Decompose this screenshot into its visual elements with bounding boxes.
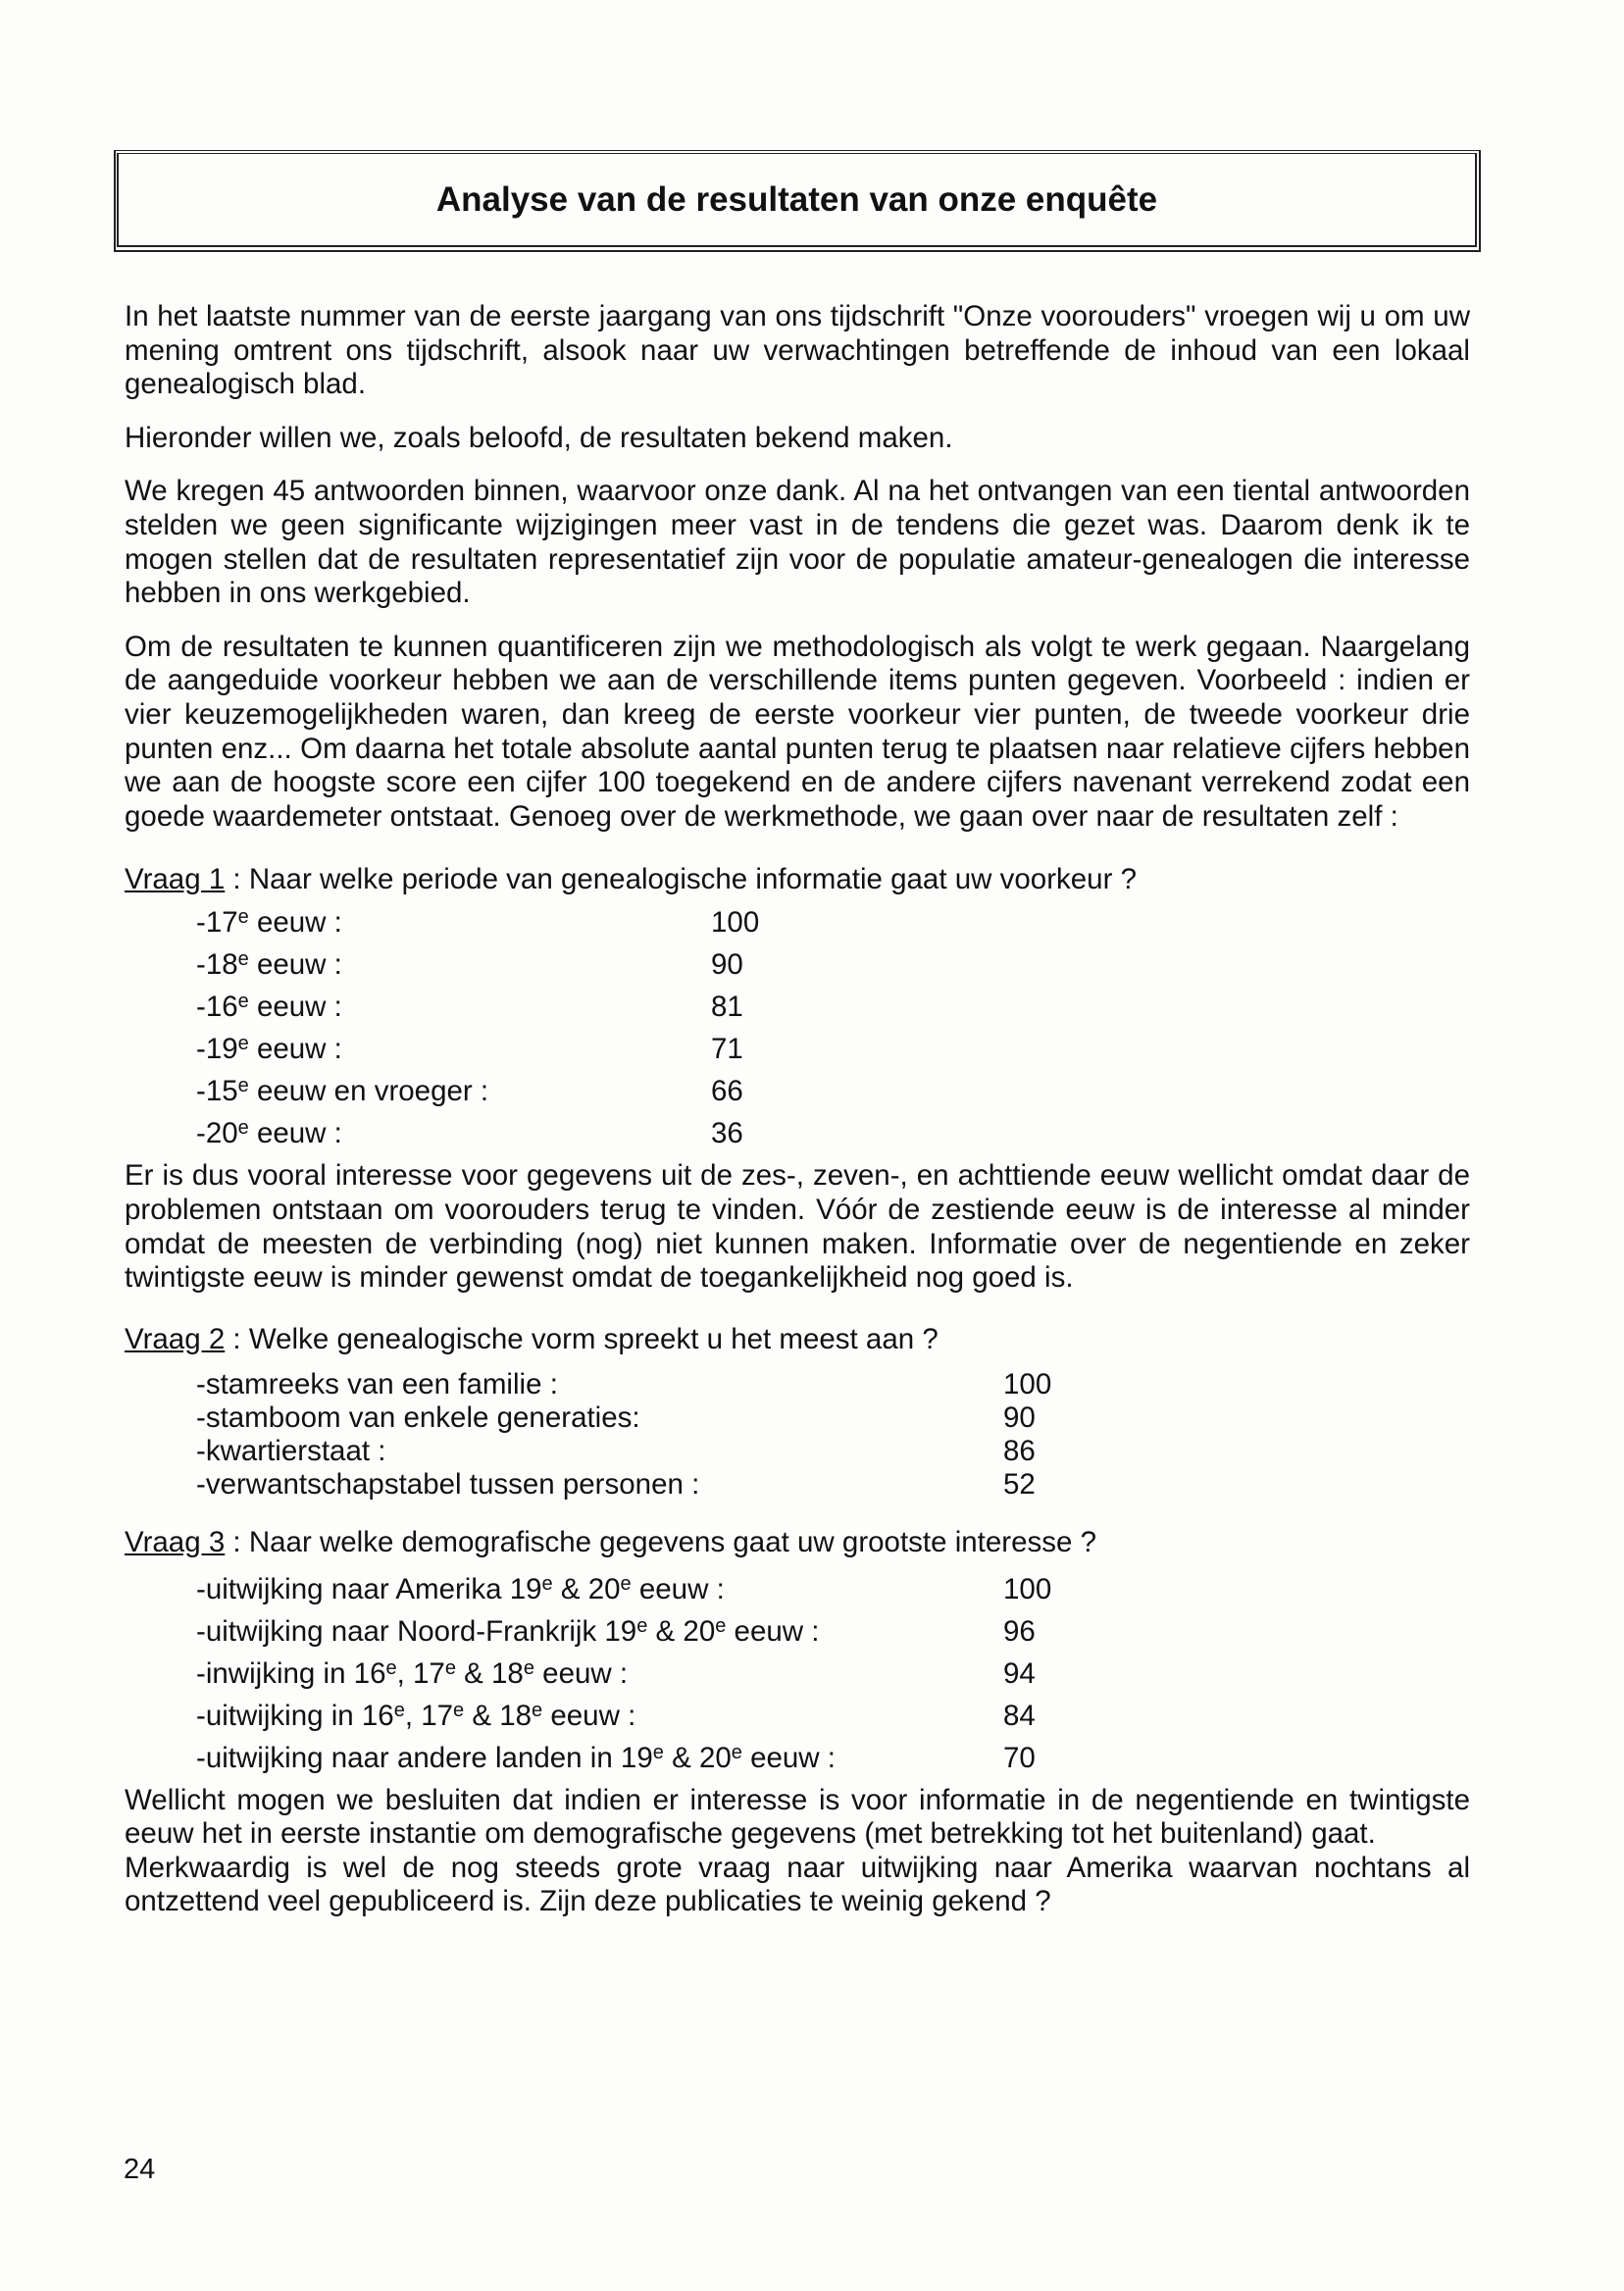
q2-score: 52 [1003, 1467, 1036, 1501]
q3-row: -uitwijking naar Amerika 19e & 20e eeuw : 100 [125, 1573, 1051, 1615]
q3-score: 84 [1003, 1699, 1036, 1732]
q2-row: -verwantschapstabel tussen personen : 52 [125, 1468, 1051, 1502]
q1-row: -16e eeuw : 81 [125, 991, 759, 1033]
question-2-text: : Welke genealogische vorm spreekt u het meest aan ? [225, 1322, 939, 1355]
closing-paragraph-1: Wellicht mogen we besluiten dat indien er interesse is voor informatie in de negentiende en twintigste eeuw het in eerste instantie om demografische gegevens (met betrekking tot het buitenland) gaat. [125, 1783, 1470, 1851]
intro-paragraph-2: Hieronder willen we, zoals beloofd, de resultaten bekend maken. [125, 421, 953, 454]
question-1-comment: Er is dus vooral interesse voor gegevens uit de zes-, zeven-, en achttiende eeuw wellicht omdat daar de problemen ontstaan om voorouders terug te vinden. Vóór de zestiende eeuw is de interesse al minder omdat de meesten de verbinding (nog) niet kunnen maken. Informatie over de negentiende en zeker twintigste eeuw is minder gewenst omdat de toegankelijkheid nog goed is. [125, 1159, 1470, 1295]
intro-paragraph-4: Om de resultaten te kunnen quantificeren zijn we methodologisch als volgt te werk gegaan. Naargelang de aangeduide voorkeur hebben we aan de verschillende items punten gegeven. Voorbeeld : indien er vier keuzemogelijkheden waren, dan kreeg de eerste voorkeur vier punten, de tweede voorkeur drie punten enz... Om daarna het totale absolute aantal punten terug te plaatsen naar relatieve cijfers hebben we aan de hoogste score een cijfer 100 toegekend en de andere cijfers navenant verrekend zodat een goede waardemeter ontstaat. Genoeg over de werkmethode, we gaan over naar de resultaten zelf : [125, 630, 1470, 833]
q3-row: -uitwijking naar Noord-Frankrijk 19e & 20e eeuw : 96 [125, 1615, 1051, 1657]
q3-score: 70 [1003, 1741, 1036, 1774]
question-1-text: : Naar welke periode van genealogische informatie gaat uw voorkeur ? [225, 863, 1138, 896]
q3-score: 96 [1003, 1614, 1036, 1648]
question-3 [125, 1526, 1470, 1559]
question-3-text: : Naar welke demografische gegevens gaat uw grootste interesse ? [225, 1525, 1097, 1558]
q2-row: -stamreeks van een familie : 100 [196, 1367, 1052, 1400]
q1-row: -19e eeuw : 71 [125, 1033, 759, 1075]
article-body [125, 300, 1470, 1919]
q3-row: -uitwijking in 16e, 17e & 18e eeuw : 84 [125, 1700, 1051, 1742]
q3-score: 100 [1003, 1572, 1052, 1605]
q1-row: -20e eeuw : 36 [125, 1117, 759, 1159]
page-title: Analyse van de resultaten van onze enquête [435, 179, 1158, 219]
q1-row: -15e eeuw en vroeger : 66 [125, 1075, 759, 1117]
q1-score: 90 [711, 948, 743, 982]
question-3-results [125, 1573, 1051, 1784]
q3-row: -inwijking in 16e, 17e & 18e eeuw : 94 [125, 1657, 1051, 1700]
q1-score: 66 [711, 1075, 743, 1108]
q2-row: -stamboom van enkele generaties: 90 [125, 1401, 1051, 1435]
q1-score: 100 [711, 906, 760, 940]
page-number: 24 [124, 2154, 156, 2185]
question-1-label: Vraag 1 [125, 863, 226, 896]
intro-paragraph-1: In het laatste nummer van de eerste jaargang van ons tijdschrift "Onze voorouders" vroegen wij u om uw mening omtrent ons tijdschrift, alsook naar uw verwachtingen betreffende de inhoud van een lokaal genealogisch blad. [125, 300, 1470, 401]
q1-row: -17e eeuw : 100 [125, 906, 759, 948]
intro-paragraph-3: We kregen 45 antwoorden binnen, waarvoor onze dank. Al na het ontvangen van een tiental antwoorden stelden we geen significante wijzigingen meer vast in de tendens die gezet was. Daarom denk ik te mogen stellen dat de resultaten representatief zijn voor de populatie amateur-genealogen die interesse hebben in ons werkgebied. [125, 475, 1470, 610]
q1-row: -18e eeuw : 90 [125, 948, 759, 991]
q1-score: 81 [711, 991, 743, 1024]
question-3-label: Vraag 3 [125, 1525, 226, 1558]
q2-score: 86 [1003, 1434, 1036, 1467]
title-box [114, 150, 1481, 252]
q2-row: -kwartierstaat : 86 [125, 1435, 1051, 1468]
question-2-results [125, 1368, 1051, 1502]
closing-paragraph-2: Merkwaardig is wel de nog steeds grote vraag naar uitwijking naar Amerika waarvan nochtans al ontzettend veel gepubliceerd is. Zijn deze publicaties te weinig gekend ? [125, 1851, 1470, 1918]
q2-score: 90 [1003, 1400, 1036, 1434]
q2-score: 100 [1003, 1367, 1052, 1400]
question-2 [125, 1323, 1470, 1356]
q1-score: 71 [711, 1033, 743, 1066]
q3-row: -uitwijking naar andere landen in 19e & 20e eeuw : 70 [125, 1742, 1051, 1784]
question-2-label: Vraag 2 [125, 1322, 226, 1355]
q3-score: 94 [1003, 1656, 1036, 1690]
q1-score: 36 [711, 1117, 743, 1150]
question-1-results [125, 906, 759, 1159]
question-1 [125, 863, 1470, 896]
